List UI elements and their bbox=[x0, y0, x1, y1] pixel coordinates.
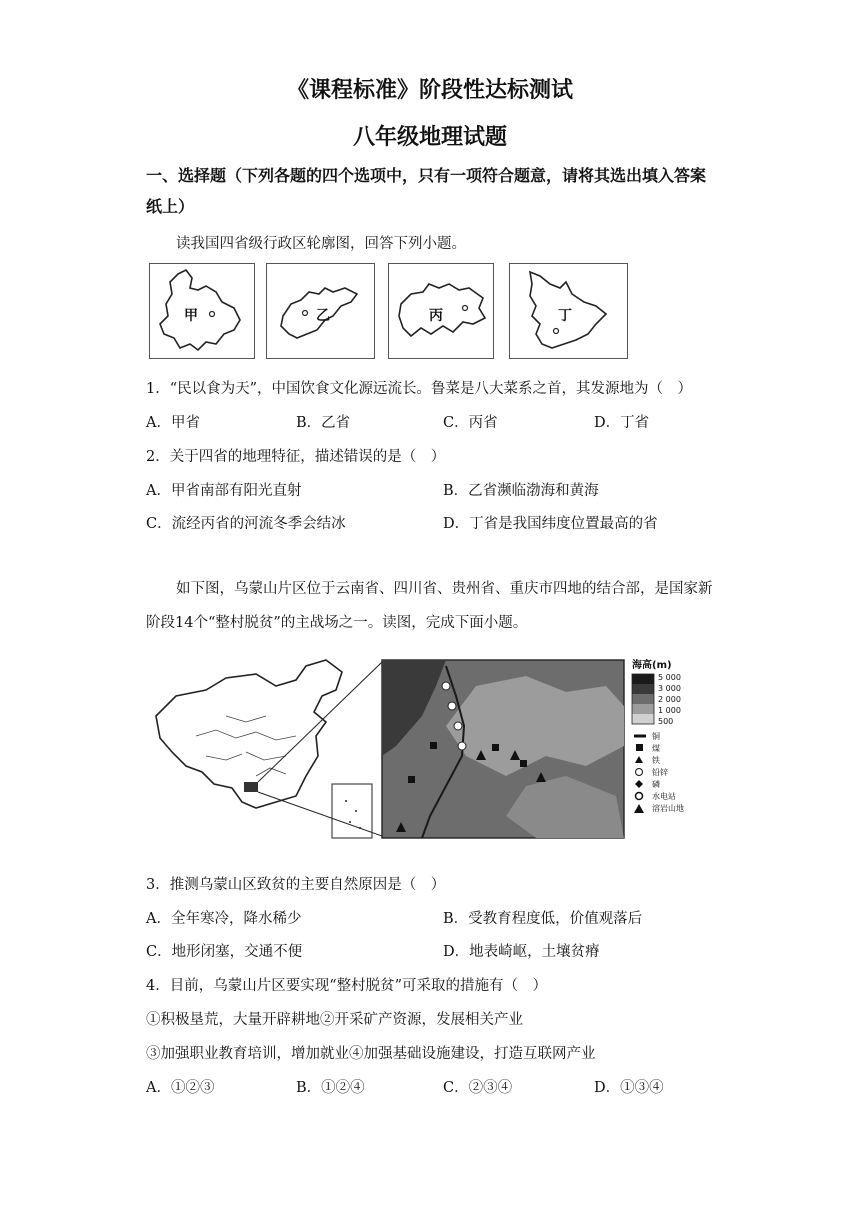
province-map-bing bbox=[388, 263, 494, 359]
q4-option-d: D．①③④ bbox=[594, 1080, 664, 1096]
q4-statement-line-1: ①积极垦荒，大量开辟耕地②开采矿产资源，发展相关产业 bbox=[146, 1012, 523, 1028]
legend-karst: 溶岩山地 bbox=[652, 804, 684, 813]
q4-option-a: A．①②③ bbox=[146, 1080, 215, 1096]
map-label-yi: 乙 bbox=[316, 308, 330, 324]
legend-coal: 煤 bbox=[652, 744, 660, 753]
q4-option-c: C．②③④ bbox=[443, 1080, 513, 1096]
q2-option-b: B．乙省濒临渤海和黄海 bbox=[443, 483, 599, 499]
legend-elevation-3: 2 000 bbox=[658, 695, 681, 704]
legend-title: 海高(m) bbox=[632, 660, 672, 671]
province-map-jia bbox=[149, 263, 255, 359]
q1-option-c: C．丙省 bbox=[443, 415, 498, 431]
legend-phosphorus: 磷 bbox=[652, 780, 660, 789]
map-label-jia: 甲 bbox=[184, 308, 198, 324]
q1-option-a: A．甲省 bbox=[146, 415, 200, 431]
q2-option-c: C．流经丙省的河流冬季会结冰 bbox=[146, 516, 346, 532]
legend-iron: 铁 bbox=[652, 756, 660, 765]
province-map-ding bbox=[509, 263, 628, 359]
legend-elevation-1: 5 000 bbox=[658, 673, 681, 682]
question-3-stem: 3．推测乌蒙山区致贫的主要自然原因是（ ） bbox=[146, 877, 446, 893]
q4-statement-line-2: ③加强职业教育培训，增加就业④加强基础设施建设，打造互联网产业 bbox=[146, 1046, 596, 1062]
group2-intro: 如下图，乌蒙山片区位于云南省、四川省、贵州省、重庆市四地的结合部，是国家新阶段14个“整村脱贫”的主战场之一。读图，完成下面小题。 bbox=[146, 581, 713, 631]
legend-elevation-4: 1 000 bbox=[658, 706, 681, 715]
q3-option-b: B．受教育程度低，价值观落后 bbox=[443, 911, 643, 927]
question-2-stem: 2．关于四省的地理特征，描述错误的是（ ） bbox=[146, 449, 446, 465]
page-title: 《课程标准》阶段性达标测试 bbox=[286, 78, 573, 103]
legend-copper: 铜 bbox=[652, 732, 660, 741]
q2-option-d: D．丁省是我国纬度位置最高的省 bbox=[443, 516, 658, 532]
q3-option-c: C．地形闭塞，交通不便 bbox=[146, 944, 303, 960]
q1-option-b: B．乙省 bbox=[296, 415, 351, 431]
map-label-ding: 丁 bbox=[558, 308, 572, 324]
question-1-stem: 1．“民以食为天”，中国饮食文化源远流长。鲁菜是八大菜系之首，其发源地为（ ） bbox=[146, 381, 693, 397]
legend-elevation-5: 500 bbox=[658, 717, 674, 726]
q1-option-d: D．丁省 bbox=[594, 415, 650, 431]
section-heading: 一、选择题（下列各题的四个选项中，只有一项符合题意，请将其选出填入答案纸上） bbox=[146, 166, 707, 216]
q4-option-b: B．①②④ bbox=[296, 1080, 365, 1096]
q2-option-a: A．甲省南部有阳光直射 bbox=[146, 483, 302, 499]
province-map-yi bbox=[266, 263, 375, 359]
page-subtitle: 八年级地理试题 bbox=[352, 125, 507, 150]
legend-elevation-2: 3 000 bbox=[658, 684, 681, 693]
yunnan-outline-figure bbox=[150, 264, 254, 358]
question-4-stem: 4．目前，乌蒙山片区要实现“整村脱贫”可采取的措施有（ ） bbox=[146, 978, 548, 994]
map-label-bing: 丙 bbox=[429, 308, 443, 324]
q3-option-a: A．全年寒冷，降水稀少 bbox=[146, 911, 302, 927]
group1-intro: 读我国四省级行政区轮廓图，回答下列小题。 bbox=[176, 236, 466, 252]
wumeng-map-figure bbox=[146, 656, 696, 842]
q3-option-d: D．地表崎岖，土壤贫瘠 bbox=[443, 944, 600, 960]
legend-lead-zinc: 铅锌 bbox=[652, 768, 668, 777]
legend-hydropower: 水电站 bbox=[652, 792, 676, 801]
